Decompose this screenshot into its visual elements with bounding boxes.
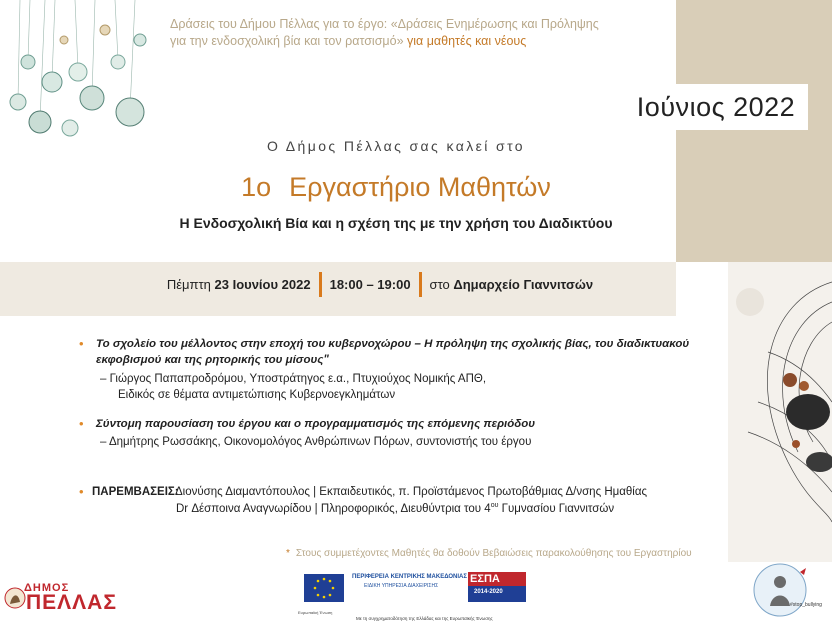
intervention-speaker2-school: Γυμνασίου Γιαννιτσών [498,502,615,515]
event-day: Πέμπτη [166,277,211,292]
agenda-item1-title-cont: εκφοβισμού και της ρητορικής του μίσους" [96,354,329,366]
agenda-item1-speaker-cont: Ειδικός σε θέματα αντιμετώπισης Κυβερνοεγκλημάτων [118,389,396,401]
espa-label: ΕΣΠΑ [470,573,500,585]
month-box [624,84,808,130]
bullet-icon: • [79,484,84,499]
stop-bullying-label: #stop_bullying [790,602,822,608]
agenda-item2-title: Σύντομη παρουσίαση του έργου και ο προγραμματισμός της επόμενης περιόδου [96,418,536,430]
agenda-item1-speaker: – Γιώργος Παπαπροδρόμου, Υποστράτηγος ε.α., Πτυχιούχος Νομικής ΑΠΘ, [100,373,487,385]
agenda-item1-title: Το σχολείο του μέλλοντος στην εποχή του κυβερνοχώρου – Η πρόληψη της σχολικής βίας, του διαδικτυακού [96,338,690,350]
project-header-line2 [170,34,526,48]
espa-years: 2014-2020 [474,589,503,595]
eu-caption: Ευρωπαϊκή Ένωση [298,610,333,615]
project-header-line2-text: για την ενδοσχολική βία και τον ρατσισμό» [170,34,404,48]
abstract-art-icon [728,262,832,562]
event-date: 23 Ιουνίου 2022 [214,277,311,292]
separator-bar [319,272,322,297]
eu-flag-icon [304,572,344,612]
footnote-star: * [286,548,290,559]
event-details [100,272,660,297]
dimos-label: ΔΗΜΟΣ [24,582,70,594]
bullet-icon: • [79,336,84,351]
project-header-highlight: για μαθητές και νέους [407,34,527,48]
intervention-speaker1: Διονύσης Διαμαντόπουλος | Εκπαιδευτικός, π. Προϊστάμενος Πρωτοβάθμιας Δ/νσης Ημαθίας [175,486,648,498]
agenda-item2-speaker: – Δημήτρης Ρωσσάκης, Οικονομολόγος Ανθρώπινων Πόρων, συντονιστής του έργου [100,436,532,448]
event-place-prefix: στο [429,277,450,292]
invite-text: Ο Δήμος Πέλλας σας καλεί στο [267,138,525,154]
ordinal-sup: ου [490,502,499,509]
cofunding-note: Με τη συγχρηματοδότηση της Ελλάδας και της Ευρωπαϊκής Ένωσης [356,616,493,621]
bullet-icon: • [79,416,84,431]
event-place: Δημαρχείο Γιαννιτσών [453,277,594,292]
region-label: ΠΕΡΙΦΕΡΕΙΑ ΚΕΝΤΡΙΚΗΣ ΜΑΚΕΔΟΝΙΑΣ [352,574,467,580]
month-label: Ιούνιος 2022 [636,91,796,122]
workshop-number: 1ο [241,172,272,202]
footnote-text: Στους συμμετέχοντες Μαθητές θα δοθούν Βεβαιώσεις παρακολούθησης του Εργαστηρίου [295,548,692,559]
workshop-title-text: Εργαστήριο Μαθητών [289,172,551,202]
project-header-line1: Δράσεις του Δήμου Πέλλας για το έργο: «Δράσεις Ενημέρωσης και Πρόληψης [170,17,599,31]
intervention-speaker2-text: Dr Δέσποινα Αναγνωρίδου | Πληροφορικός, Διευθύντρια του 4 [176,502,491,515]
managing-authority-label: ΕΙΔΙΚΗ ΥΠΗΡΕΣΙΑ ΔΙΑΧΕΙΡΙΣΗΣ [364,583,439,589]
intervention-speaker2 [176,502,614,515]
pellas-label: ΠΕΛΛΑΣ [26,591,117,614]
stop-bullying-logo-icon [752,562,818,618]
event-time: 18:00 – 19:00 [329,277,411,292]
separator-bar [419,272,422,297]
workshop-subtitle: Η Ενδοσχολική Βία και η σχέση της με την χρήση του Διαδικτύου [179,215,613,231]
interventions-label: ΠΑΡΕΜΒΑΣΕΙΣ: [92,486,179,498]
beige-side-panel [676,0,832,262]
bubbles-decoration-icon [0,0,160,150]
workshop-title [160,172,632,203]
footnote [286,548,692,559]
